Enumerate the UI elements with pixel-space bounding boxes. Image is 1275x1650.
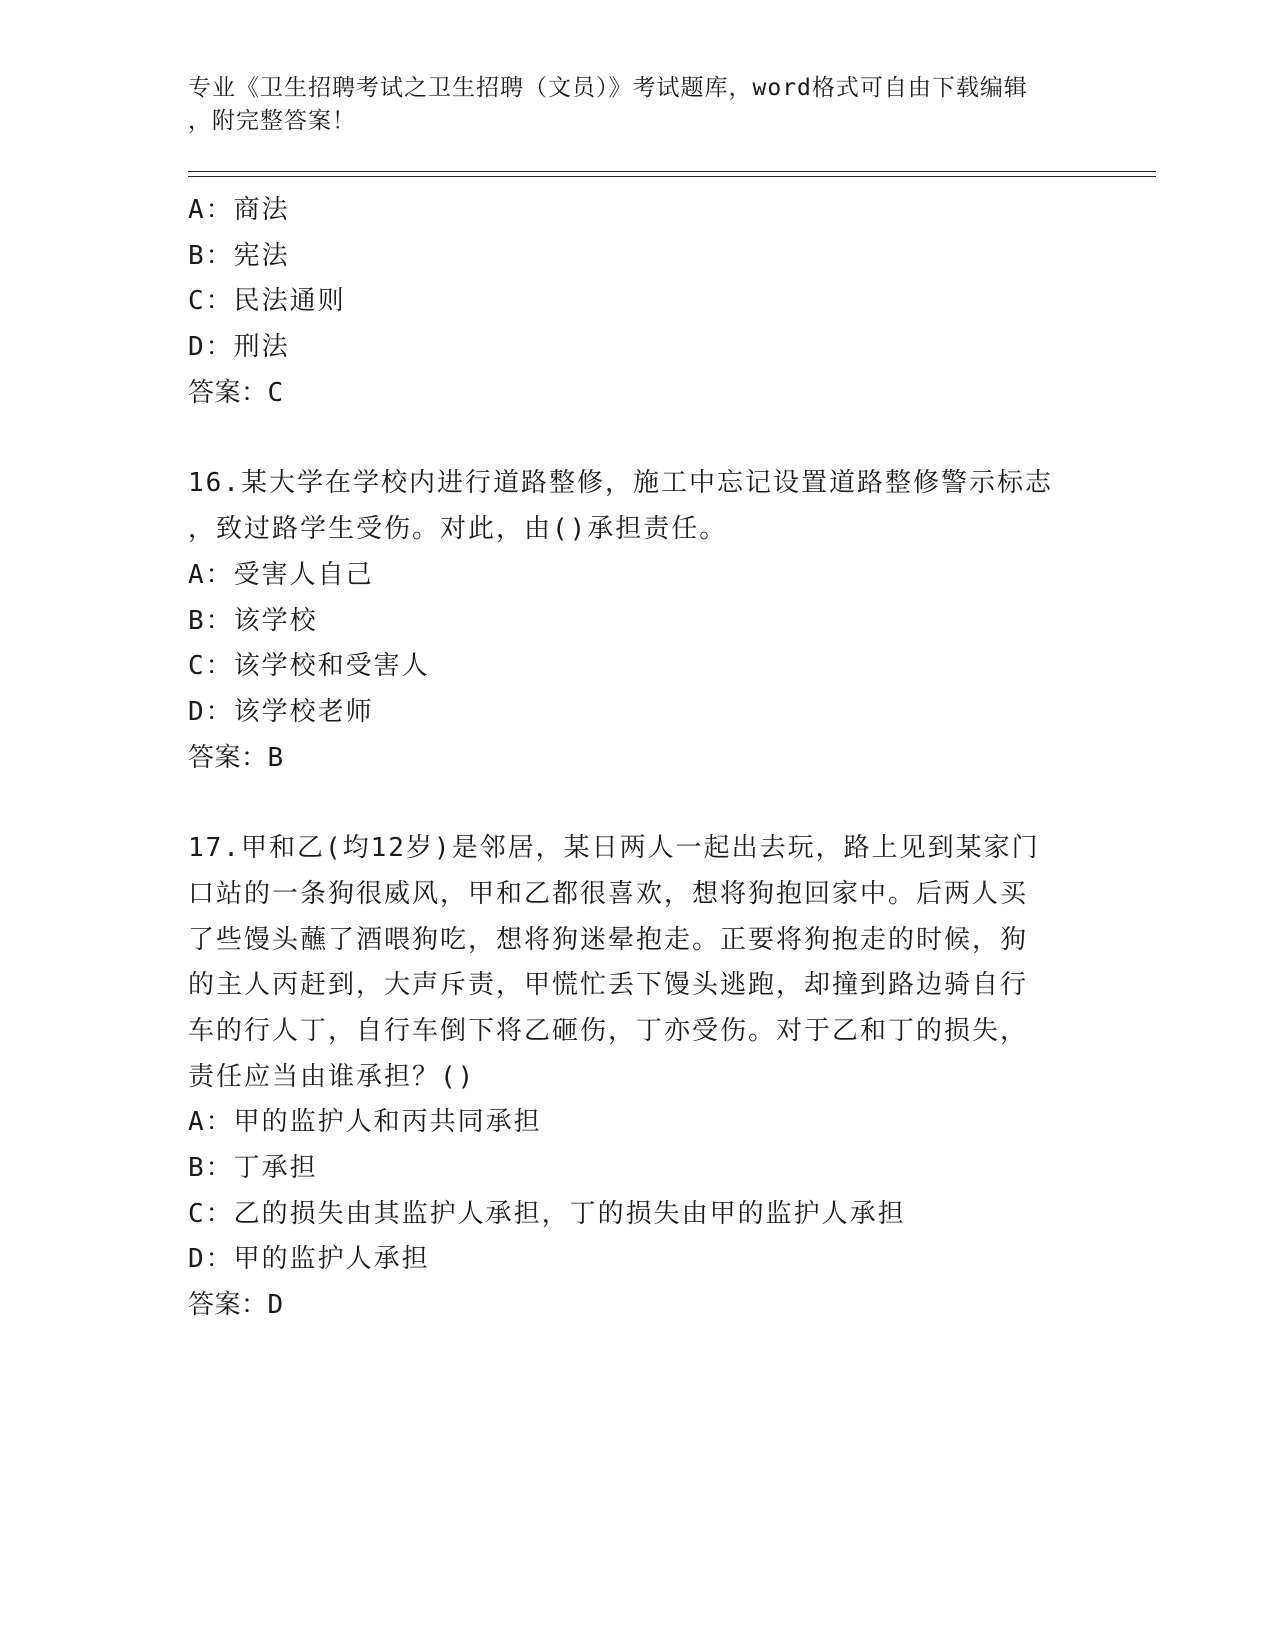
question-16-stem-line: ，致过路学生受伤。对此，由()承担责任。 bbox=[188, 514, 728, 545]
question-17-option-b: B：丁承担 bbox=[188, 1153, 318, 1184]
question-17-option-d: D：甲的监护人承担 bbox=[188, 1244, 430, 1275]
question-16-stem-line: 16.某大学在学校内进行道路整修，施工中忘记设置道路整修警示标志 bbox=[188, 468, 1053, 499]
question-17-stem-line: 了些馒头蘸了酒喂狗吃，想将狗迷晕抱走。正要将狗抱走的时候，狗 bbox=[188, 924, 1029, 955]
question-16-option-d: D：该学校老师 bbox=[188, 696, 374, 727]
question-17-stem-line: 17.甲和乙(均12岁)是邻居，某日两人一起出去玩，路上见到某家门 bbox=[188, 833, 1040, 864]
header-line-2: ，附完整答案！ bbox=[188, 108, 356, 134]
question-15-option-b: B：宪法 bbox=[188, 240, 290, 271]
question-15-answer: 答案：C bbox=[188, 377, 284, 408]
question-16-option-b: B：该学校 bbox=[188, 605, 318, 636]
question-16-answer: 答案：B bbox=[188, 742, 284, 773]
header-rule-top bbox=[188, 171, 1156, 172]
header-rule-bottom bbox=[188, 176, 1156, 177]
question-17-stem-line: 的主人丙赶到，大声斥责，甲慌忙丢下馒头逃跑，却撞到路边骑自行 bbox=[188, 970, 1029, 1001]
question-16-option-a: A：受害人自己 bbox=[188, 559, 374, 590]
question-15-option-c: C：民法通则 bbox=[188, 286, 346, 317]
question-16-options bbox=[188, 553, 1118, 736]
header-line-1: 专业《卫生招聘考试之卫生招聘（文员）》考试题库，word格式可自由下载编辑 bbox=[188, 75, 1028, 101]
question-17-answer: 答案：D bbox=[188, 1290, 284, 1321]
question-17-options bbox=[188, 1100, 1118, 1283]
question-17-stem bbox=[188, 826, 1118, 1100]
question-16-stem bbox=[188, 461, 1118, 552]
question-16-option-c: C：该学校和受害人 bbox=[188, 651, 430, 682]
document-header bbox=[188, 72, 1088, 138]
question-17-stem-line: 责任应当由谁承担？() bbox=[188, 1061, 476, 1092]
question-17-stem-line: 口站的一条狗很威风，甲和乙都很喜欢，想将狗抱回家中。后两人买 bbox=[188, 878, 1029, 909]
question-17-stem-line: 车的行人丁，自行车倒下将乙砸伤，丁亦受伤。对于乙和丁的损失， bbox=[188, 1016, 1029, 1046]
question-content bbox=[188, 188, 1118, 1329]
question-17-option-a: A：甲的监护人和丙共同承担 bbox=[188, 1107, 542, 1138]
question-17-option-c: C：乙的损失由其监护人承担，丁的损失由甲的监护人承担 bbox=[188, 1198, 906, 1229]
question-15-option-a: A：商法 bbox=[188, 195, 290, 225]
question-15-options bbox=[188, 188, 1118, 371]
question-15-option-d: D：刑法 bbox=[188, 332, 290, 363]
